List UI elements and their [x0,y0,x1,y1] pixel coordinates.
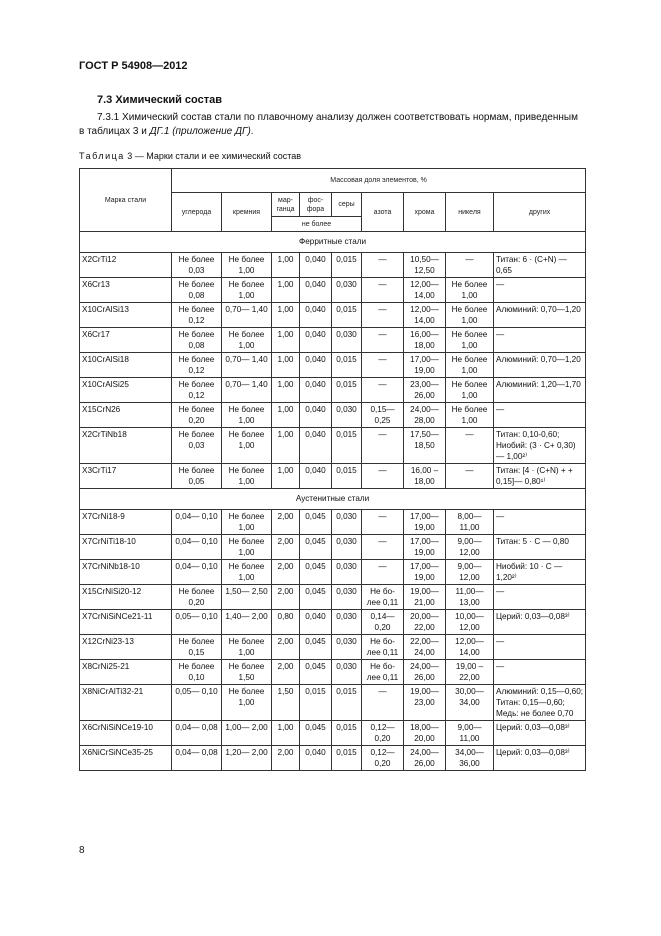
cell-phosphorus: 0,040 [300,303,332,328]
cell-chromium: 17,00— 19,00 [404,353,446,378]
cell-grade: X15CrN26 [80,403,172,428]
cell-grade: X12CrNi23-13 [80,635,172,660]
cell-phosphorus: 0,040 [300,428,332,464]
cell-nickel: — [446,428,494,464]
table-row [80,353,586,378]
cell-chromium: 19,00— 21,00 [404,585,446,610]
cell-silicon: Не более 1,50 [222,660,272,685]
cell-sulfur: 0,015 [332,464,362,489]
cell-sulfur: 0,030 [332,278,362,303]
header-manganese: мар-ганца [272,193,300,217]
cell-chromium: 16,00— 18,00 [404,328,446,353]
cell-nickel: 8,00— 11,00 [446,510,494,535]
cell-manganese: 1,00 [272,328,300,353]
cell-sulfur: 0,030 [332,610,362,635]
cell-manganese: 2,00 [272,535,300,560]
cell-nitrogen: Не бо- лее 0,11 [362,660,404,685]
document-header: ГОСТ Р 54908—2012 [79,60,188,72]
cell-nickel: — [446,464,494,489]
cell-nickel: 19,00 – 22,00 [446,660,494,685]
header-silicon: кремния [222,193,272,232]
table-caption-text: 3 — Марки стали и ее химический состав [124,151,302,161]
cell-carbon: Не более 0,12 [172,303,222,328]
cell-chromium: 17,00— 19,00 [404,535,446,560]
cell-other: Титан: 5 · C — 0,80 [494,535,586,560]
header-mass-fraction: Массовая доля элементов, % [172,169,586,193]
cell-carbon: Не более 0,05 [172,464,222,489]
cell-silicon: Не более 1,00 [222,278,272,303]
cell-carbon: Не более 0,03 [172,428,222,464]
cell-carbon: 0,04— 0,10 [172,510,222,535]
cell-carbon: Не более 0,08 [172,328,222,353]
table-row [80,428,586,464]
cell-silicon: Не более 1,00 [222,428,272,464]
cell-grade: X2CrTi12 [80,253,172,278]
table-row [80,464,586,489]
cell-carbon: 0,04— 0,08 [172,746,222,771]
cell-manganese: 2,00 [272,660,300,685]
cell-manganese: 1,00 [272,353,300,378]
cell-grade: X3CrTi17 [80,464,172,489]
header-not-more: не более [272,217,362,232]
cell-nitrogen: Не бо- лее 0,11 [362,585,404,610]
cell-other: Алюминий: 0,15—0,60; Титан: 0,15—0,60; Медь: не более 0,70 [494,685,586,721]
cell-grade: X7CrNiNb18-10 [80,560,172,585]
cell-nickel: Не более 1,00 [446,278,494,303]
table-row [80,535,586,560]
chemical-composition-table [79,168,586,771]
cell-chromium: 24,00— 26,00 [404,660,446,685]
cell-nitrogen: Не бо- лее 0,11 [362,635,404,660]
cell-manganese: 1,00 [272,278,300,303]
cell-nitrogen: — [362,278,404,303]
cell-nitrogen: — [362,560,404,585]
cell-nitrogen: — [362,685,404,721]
cell-phosphorus: 0,045 [300,660,332,685]
cell-sulfur: 0,015 [332,746,362,771]
table-row [80,685,586,721]
cell-other: Церий: 0,03—0,08³⁾ [494,610,586,635]
cell-nickel: 9,00— 12,00 [446,560,494,585]
section-title-cell: Аустенитные стали [80,489,586,510]
cell-chromium: 24,00— 26,00 [404,746,446,771]
cell-phosphorus: 0,040 [300,403,332,428]
cell-sulfur: 0,030 [332,328,362,353]
cell-nickel: 9,00— 11,00 [446,721,494,746]
cell-sulfur: 0,030 [332,535,362,560]
cell-nickel: 10,00— 12,00 [446,610,494,635]
paragraph-reference: ДГ.1 (приложение ДГ) [149,126,251,137]
cell-phosphorus: 0,040 [300,746,332,771]
cell-chromium: 24,00— 28,00 [404,403,446,428]
cell-sulfur: 0,030 [332,660,362,685]
cell-nickel: 11,00— 13,00 [446,585,494,610]
header-nitrogen: азота [362,193,404,232]
cell-sulfur: 0,015 [332,378,362,403]
cell-chromium: 17,50— 18,50 [404,428,446,464]
table-row [80,660,586,685]
paragraph [79,111,584,139]
cell-sulfur: 0,030 [332,635,362,660]
cell-sulfur: 0,015 [332,303,362,328]
cell-grade: X6NiCrSiNCe35-25 [80,746,172,771]
cell-nickel: 34,00— 36,00 [446,746,494,771]
cell-other: — [494,278,586,303]
table-row [80,635,586,660]
cell-manganese: 2,00 [272,510,300,535]
cell-nitrogen: 0,14— 0,20 [362,610,404,635]
cell-other: Церий: 0,03—0,08³⁾ [494,746,586,771]
cell-chromium: 23,00— 26,00 [404,378,446,403]
header-other: других [494,193,586,232]
cell-sulfur: 0,015 [332,721,362,746]
table-row [80,585,586,610]
cell-grade: X6CrNiSiNCe19-10 [80,721,172,746]
cell-grade: X10CrAlSi13 [80,303,172,328]
table-row [80,378,586,403]
table-row [80,510,586,535]
cell-nitrogen: — [362,510,404,535]
cell-grade: X6Cr17 [80,328,172,353]
cell-phosphorus: 0,045 [300,721,332,746]
cell-carbon: Не более 0,20 [172,585,222,610]
cell-nitrogen: — [362,303,404,328]
table-caption [79,151,301,161]
cell-other: Титан: [4 · (C+N) + + 0,15]— 0,80¹⁾ [494,464,586,489]
cell-manganese: 2,00 [272,635,300,660]
cell-chromium: 18,00— 20,00 [404,721,446,746]
header-carbon: углерода [172,193,222,232]
cell-silicon: Не более 1,00 [222,560,272,585]
cell-grade: X7CrNiSiNCe21-11 [80,610,172,635]
table-section-row [80,489,586,510]
table-row [80,560,586,585]
cell-manganese: 1,00 [272,303,300,328]
cell-silicon: Не более 1,00 [222,685,272,721]
table-row [80,721,586,746]
cell-grade: X8NiCrAlTi32-21 [80,685,172,721]
cell-sulfur: 0,015 [332,353,362,378]
cell-silicon: 1,40— 2,00 [222,610,272,635]
cell-grade: X6Cr13 [80,278,172,303]
cell-carbon: 0,04— 0,10 [172,535,222,560]
table-caption-label: Таблица [79,151,125,161]
cell-other: — [494,635,586,660]
cell-phosphorus: 0,045 [300,510,332,535]
cell-silicon: Не более 1,00 [222,253,272,278]
cell-other: Церий: 0,03—0,08³⁾ [494,721,586,746]
cell-manganese: 1,50 [272,685,300,721]
cell-grade: X10CrAlSi25 [80,378,172,403]
cell-silicon: 0,70— 1,40 [222,378,272,403]
cell-silicon: Не более 1,00 [222,403,272,428]
cell-chromium: 17,00— 19,00 [404,510,446,535]
cell-manganese: 0,80 [272,610,300,635]
cell-other: Титан: 6 · (C+N) — 0,65 [494,253,586,278]
cell-phosphorus: 0,040 [300,378,332,403]
cell-nitrogen: — [362,378,404,403]
cell-carbon: 0,04— 0,08 [172,721,222,746]
cell-manganese: 1,00 [272,428,300,464]
cell-phosphorus: 0,045 [300,635,332,660]
cell-nitrogen: 0,15— 0,25 [362,403,404,428]
cell-sulfur: 0,015 [332,685,362,721]
cell-other: Алюминий: 0,70—1,20 [494,303,586,328]
table-row [80,253,586,278]
cell-silicon: 0,70— 1,40 [222,353,272,378]
cell-grade: X2CrTiNb18 [80,428,172,464]
cell-phosphorus: 0,040 [300,253,332,278]
cell-nitrogen: — [362,428,404,464]
cell-other: Ниобий: 10 · C — 1,20²⁾ [494,560,586,585]
header-phosphorus: фос-фора [300,193,332,217]
cell-manganese: 1,00 [272,721,300,746]
cell-nickel: Не более 1,00 [446,353,494,378]
cell-chromium: 12,00— 14,00 [404,303,446,328]
cell-carbon: 0,04— 0,10 [172,560,222,585]
cell-sulfur: 0,030 [332,403,362,428]
cell-other: Алюминий: 0,70—1,20 [494,353,586,378]
cell-grade: X15CrNiSi20-12 [80,585,172,610]
cell-carbon: Не более 0,08 [172,278,222,303]
cell-other: — [494,585,586,610]
cell-silicon: Не более 1,00 [222,535,272,560]
cell-sulfur: 0,030 [332,510,362,535]
cell-nitrogen: — [362,464,404,489]
paragraph-text: 7.3.1 Химический состав стали по плавочному анализу должен соответствовать нормам, приведенным в таблицах 3 и [79,112,578,137]
cell-carbon: Не более 0,15 [172,635,222,660]
cell-nitrogen: — [362,328,404,353]
table-row [80,403,586,428]
cell-carbon: Не более 0,10 [172,660,222,685]
cell-manganese: 2,00 [272,746,300,771]
cell-carbon: 0,05— 0,10 [172,610,222,635]
cell-silicon: 1,20— 2,00 [222,746,272,771]
cell-nickel: Не более 1,00 [446,303,494,328]
cell-chromium: 19,00— 23,00 [404,685,446,721]
table-row [80,746,586,771]
cell-phosphorus: 0,045 [300,560,332,585]
cell-carbon: 0,05— 0,10 [172,685,222,721]
cell-other: — [494,510,586,535]
cell-phosphorus: 0,045 [300,535,332,560]
header-chromium: хрома [404,193,446,232]
cell-nickel: 9,00— 12,00 [446,535,494,560]
cell-other: Алюминий: 1,20—1,70 [494,378,586,403]
paragraph-end: . [250,126,254,137]
header-nickel: никеля [446,193,494,232]
cell-nickel: Не более 1,00 [446,378,494,403]
cell-nitrogen: — [362,253,404,278]
cell-silicon: Не более 1,00 [222,328,272,353]
cell-silicon: 0,70— 1,40 [222,303,272,328]
cell-nickel: Не более 1,00 [446,403,494,428]
cell-grade: X8CrNi25-21 [80,660,172,685]
cell-phosphorus: 0,015 [300,685,332,721]
cell-other: — [494,660,586,685]
cell-manganese: 1,00 [272,378,300,403]
cell-other: — [494,328,586,353]
cell-chromium: 17,00— 19,00 [404,560,446,585]
cell-silicon: Не более 1,00 [222,510,272,535]
page-number: 8 [79,845,85,856]
section-title-cell: Ферритные стали [80,232,586,253]
cell-nitrogen: 0,12— 0,20 [362,746,404,771]
cell-manganese: 1,00 [272,464,300,489]
header-sulfur: серы [332,193,362,217]
cell-nitrogen: — [362,353,404,378]
cell-phosphorus: 0,040 [300,328,332,353]
cell-phosphorus: 0,040 [300,464,332,489]
table-section-row [80,232,586,253]
cell-manganese: 2,00 [272,585,300,610]
cell-nitrogen: 0,12— 0,20 [362,721,404,746]
cell-nickel: 12,00— 14,00 [446,635,494,660]
cell-chromium: 20,00— 22,00 [404,610,446,635]
table-row [80,328,586,353]
cell-sulfur: 0,030 [332,560,362,585]
cell-silicon: Не более 1,00 [222,464,272,489]
cell-manganese: 1,00 [272,253,300,278]
cell-silicon: 1,00— 2,00 [222,721,272,746]
cell-other: Титан: 0,10-0,60; Ниобий: (3 · C+ 0,30) — 1,00²⁾ [494,428,586,464]
cell-sulfur: 0,030 [332,585,362,610]
table-row [80,303,586,328]
cell-nitrogen: — [362,535,404,560]
cell-phosphorus: 0,040 [300,353,332,378]
cell-carbon: Не более 0,12 [172,353,222,378]
cell-carbon: Не более 0,20 [172,403,222,428]
cell-chromium: 12,00— 14,00 [404,278,446,303]
cell-carbon: Не более 0,12 [172,378,222,403]
table-row [80,610,586,635]
cell-carbon: Не более 0,03 [172,253,222,278]
cell-nickel: — [446,253,494,278]
cell-sulfur: 0,015 [332,253,362,278]
cell-phosphorus: 0,040 [300,610,332,635]
cell-phosphorus: 0,045 [300,585,332,610]
cell-grade: X7CrNi18-9 [80,510,172,535]
cell-other: — [494,403,586,428]
cell-grade: X10CrAlSi18 [80,353,172,378]
header-grade: Марка стали [80,169,172,232]
cell-nickel: Не более 1,00 [446,328,494,353]
cell-manganese: 1,00 [272,403,300,428]
cell-manganese: 2,00 [272,560,300,585]
cell-chromium: 22,00— 24,00 [404,635,446,660]
cell-phosphorus: 0,040 [300,278,332,303]
cell-silicon: 1,50— 2,50 [222,585,272,610]
section-title: 7.3 Химический состав [97,94,222,106]
table-body [80,169,586,771]
cell-grade: X7CrNiTi18-10 [80,535,172,560]
cell-nickel: 30,00— 34,00 [446,685,494,721]
cell-sulfur: 0,015 [332,428,362,464]
cell-silicon: Не более 1,00 [222,635,272,660]
cell-chromium: 16,00 – 18,00 [404,464,446,489]
cell-chromium: 10,50— 12,50 [404,253,446,278]
table-row [80,278,586,303]
